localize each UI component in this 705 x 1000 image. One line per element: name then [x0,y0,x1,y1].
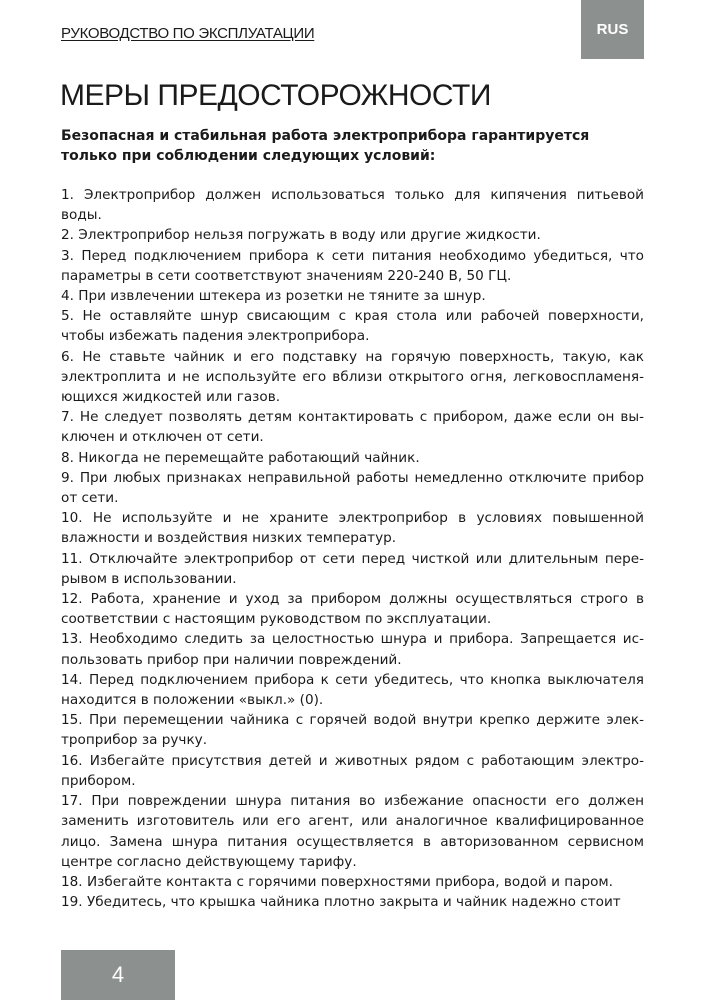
precaution-item: 16. Избегайте присутствия детей и животных рядом с работающим электроприбором. [61,752,644,789]
precaution-item: 15. При перемещении чайника с горячей водой внутри крепко держите электроприбор за ручку. [61,712,644,749]
precaution-item: 14. Перед подключением прибора к сети убедитесь, что кнопка выключателя находится в положении «выкл.» (0). [61,671,644,709]
precaution-item: 13. Необходимо следить за целостностью шнура и прибора. Запрещается использовать прибор при наличии повреждений. [61,631,644,668]
precaution-item: 10. Не используйте и не храните электроприбор в условиях повышенной влажности и воздействия низких температур. [61,510,644,547]
header-title: РУКОВОДСТВО ПО ЭКСПЛУАТАЦИИ [61,25,315,42]
intro-paragraph: Безопасная и стабильная работа электроприбора гарантируется только при соблюдении следующих условий: [61,128,590,164]
precaution-item: 5. Не оставляйте шнур свисающим с края стола или рабочей поверхности, чтобы избежать падения электроприбора. [61,308,644,345]
language-badge: RUS [581,0,644,59]
precaution-item: 2. Электроприбор нельзя погружать в воду или другие жидкости. [61,227,541,244]
precaution-item: 7. Не следует позволять детям контактировать с прибором, даже если он выключен и отключен от сети. [61,409,644,446]
precaution-item: 4. При извлечении штекера из розетки не тяните за шнур. [61,288,486,305]
precaution-item: 12. Работа, хранение и уход за прибором должны осуществляться строго в соответствии с настоящим руководством по эксплуатации. [61,591,644,628]
precaution-item: 11. Отключайте электроприбор от сети перед чисткой или длительным перерывом в использовании. [61,550,644,587]
page-number: 4 [61,950,175,1000]
precaution-item: 8. Никогда не перемещайте работающий чайник. [61,449,420,466]
precaution-item: 19. Убедитесь, что крышка чайника плотно закрыта и чайник надежно стоит [61,894,621,911]
page-title: МЕРЫ ПРЕДОСТОРОЖНОСТИ [60,79,491,112]
precaution-item: 1. Электроприбор должен использоваться только для кипячения питьевой воды. [61,187,644,224]
precaution-item: 9. При любых признаках неправильной работы немедленно отключите прибор от сети. [61,469,644,507]
precaution-item: 6. Не ставьте чайник и его подставку на горячую поверхность, такую, как электроплита и не используйте его вблизи открытого огня, легковоспламеняющихся жидкостей или газов. [61,348,644,406]
precaution-item: 3. Перед подключением прибора к сети питания необходимо убедиться, что параметры в сети соответствуют значениям 220-240 В, 50 ГЦ. [61,247,644,284]
precaution-item: 18. Избегайте контакта с горячими поверхностями прибора, водой и паром. [61,873,613,890]
precaution-item: 17. При повреждении шнура питания во избежание опасности его должен заменить изготовитель или его агент, или аналогичное квалифицированное лицо. Замена шнура питания осуществляется в авторизованном сервисном центре согласно действующему тарифу. [61,793,644,870]
precautions-list [61,185,644,912]
